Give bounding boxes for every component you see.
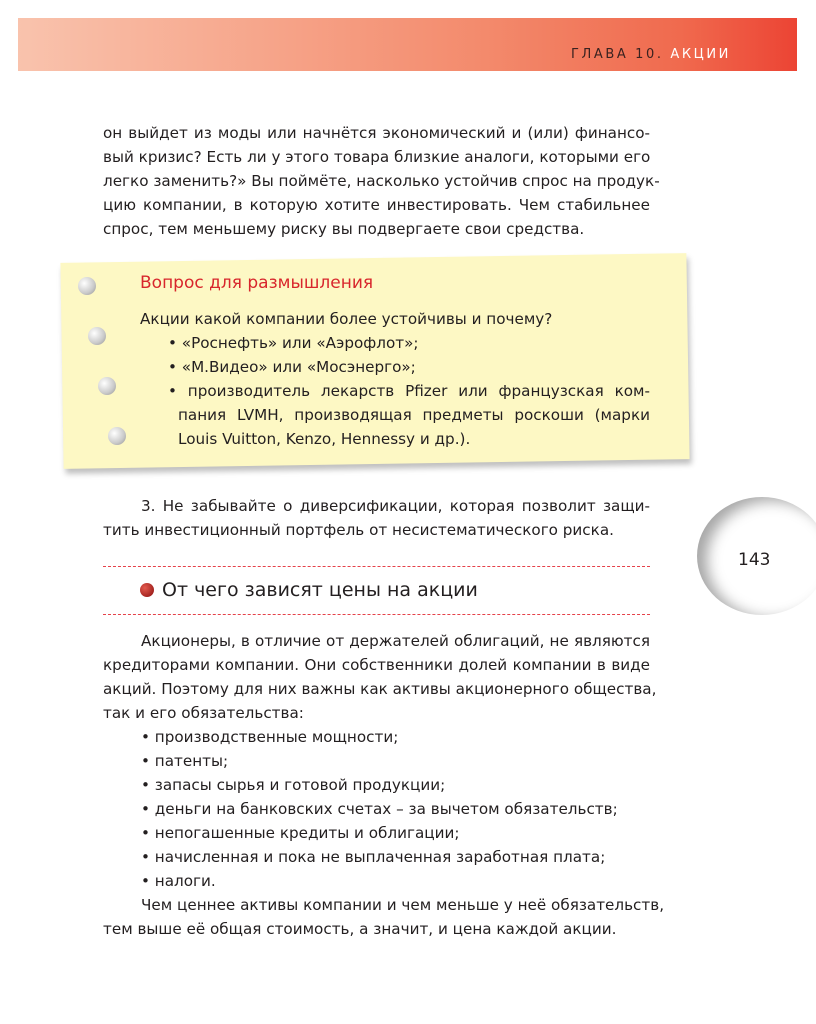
body-text: Акционеры, в отличие от держателей облигаций, не являются кредиторами компании. Они собственники долей компании в виде акций. Поэтому для них важны как активы акционерного общества, так и его обязательства: • производственные мощности; • патенты; • запасы сырья и готовой продукции; • деньги на банковских счетах – за вычетом обязательств; • непогашенные кредиты и облигации; • начисленная и пока не выплаченная заработная плата; • налоги. Чем ценнее активы компании и чем меньше у неё обязательств, тем выше её общая стоимость, а значит, и цена каждой акции. — [103, 632, 665, 938]
chapter-header-bar — [18, 18, 797, 71]
divider — [103, 614, 650, 615]
point-3-paragraph: 3. Не забывайте о диверсификации, которая позволит защи- тить инвестиционный портфель от несистематического риска. — [103, 497, 650, 539]
note-title: Вопрос для размышления — [140, 273, 374, 293]
binder-ring-icon — [78, 277, 96, 295]
binder-ring-icon — [98, 377, 116, 395]
list-item: • непогашенные кредиты и облигации; — [141, 824, 460, 842]
page-number: 143 — [738, 550, 771, 570]
divider — [103, 566, 650, 567]
section-heading: От чего зависят цены на акции — [140, 579, 478, 601]
bullet-dot-icon — [140, 583, 154, 597]
list-item: • налоги. — [141, 872, 216, 890]
list-item: • начисленная и пока не выплаченная заработная плата; — [141, 848, 606, 866]
list-item: • запасы сырья и готовой продукции; — [141, 776, 446, 794]
binder-ring-icon — [108, 427, 126, 445]
chapter-title: ГЛАВА 10. АКЦИИ — [570, 47, 731, 62]
list-item: • патенты; — [141, 752, 229, 770]
list-item: • производственные мощности; — [141, 728, 399, 746]
intro-paragraph: он выйдет из моды или начнётся экономический и (или) финансо- вый кризис? Есть ли у этого товара близкие аналоги, которыми его легко заменить?» Вы поймёте, насколько устойчив спрос на продук- цию компании, в которую хотите инвестировать. Чем стабильнее спрос, тем меньшему риску вы подвергаете свои средства. — [103, 124, 660, 238]
list-item: • деньги на банковских счетах – за вычетом обязательств; — [141, 800, 618, 818]
note-body: Акции какой компании более устойчивы и почему? • «Роснефть» или «Аэрофлот»; • «М.Видео» или «Мосэнерго»; • производитель лекарств Pfizer или французская ком- пания LVMH, производящая предметы роскоши (марки Louis Vuitton, Kenzo, Hennessy и др.). — [140, 310, 650, 448]
binder-ring-icon — [88, 327, 106, 345]
